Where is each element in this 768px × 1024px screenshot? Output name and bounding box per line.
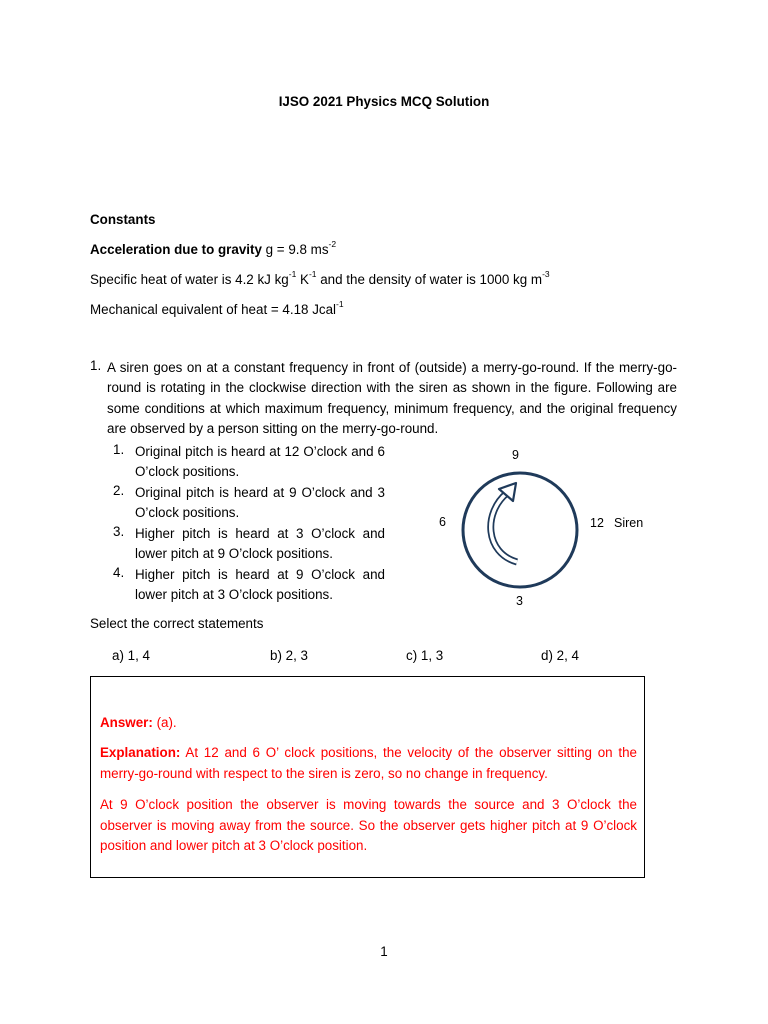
option-c: c) 1, 3 [406,648,444,663]
statement-1-number: 1. [113,442,125,457]
statement-2-text: Original pitch is heard at 9 O’clock and 3 O’clock positions. [135,485,385,521]
question-prompt: Select the correct statements [90,616,264,631]
mech-prefix: Mechanical equivalent of heat = 4.18 Jcal [90,302,337,317]
position-label-bottom: 3 [516,594,523,608]
constants-heading: Constants [90,212,156,227]
mech-exp: -1 [336,299,344,309]
siren-label: Siren [614,516,644,530]
mechanical-equivalent-line [90,299,344,317]
option-a: a) 1, 4 [112,648,150,663]
question-text: A siren goes on at a constant frequency in front of (outside) a merry-go-round. If the merry-go-round is rotating in the clockwise direction with the siren as shown in the figure. Following are some conditions at which maximum frequency, minimum frequency, and the original frequency are observed by a person sitting on the merry-go-round. [107,360,677,436]
answer-line [100,713,637,734]
explanation-paragraph-2: At 9 O’clock position the observer is moving towards the source and 3 O’clock the observer is moving away from the source. So the observer gets higher pitch at 9 O’clock position and lower pitch at 3 O’clock position. [100,797,637,854]
heat-prefix: Specific heat of water is 4.2 kJ kg [90,272,289,287]
page-number: 1 [380,944,388,959]
statement-1-text: Original pitch is heard at 12 O’clock and 6 O’clock positions. [135,444,385,480]
page-title: IJSO 2021 Physics MCQ Solution [278,94,490,109]
rotation-arrow-outline [491,493,517,562]
explanation-text: At 12 and 6 O’ clock positions, the velocity of the observer sitting on the merry-go-round with respect to the siren is zero, so no change in frequency. [100,745,637,781]
heat-exp-3: -3 [542,269,550,279]
option-b: b) 2, 3 [270,648,308,663]
statement-3-number: 3. [113,524,125,539]
heat-mid: K [296,272,309,287]
explanation-label: Explanation: [100,745,181,760]
statement-3-text: Higher pitch is heard at 3 O’clock and lower pitch at 9 O’clock positions. [135,526,385,562]
statement-2-number: 2. [113,483,125,498]
gravity-line [90,239,337,257]
statement-4-number: 4. [113,565,125,580]
heat-exp-2: -1 [308,269,317,279]
statement-4-text: Higher pitch is heard at 9 O’clock and lower pitch at 3 O’clock positions. [135,567,385,603]
question-number: 1. [90,358,102,373]
specific-heat-line [90,269,550,287]
answer-label: Answer: [100,715,153,730]
gravity-label: Acceleration due to gravity [90,242,262,257]
merry-go-round-circle [463,473,577,587]
gravity-value: g = 9.8 ms [261,242,329,257]
answer-value: (a). [152,715,177,730]
position-label-left: 6 [439,515,446,529]
position-label-right: 12 [590,516,604,530]
explanation-paragraph [100,743,637,784]
position-label-top: 9 [512,448,519,462]
heat-suffix: and the density of water is 1000 kg m [316,272,543,287]
option-d: d) 2, 4 [541,648,579,663]
gravity-exponent: -2 [328,239,337,249]
merry-go-round-diagram [455,465,585,595]
heat-exp-1: -1 [288,269,297,279]
